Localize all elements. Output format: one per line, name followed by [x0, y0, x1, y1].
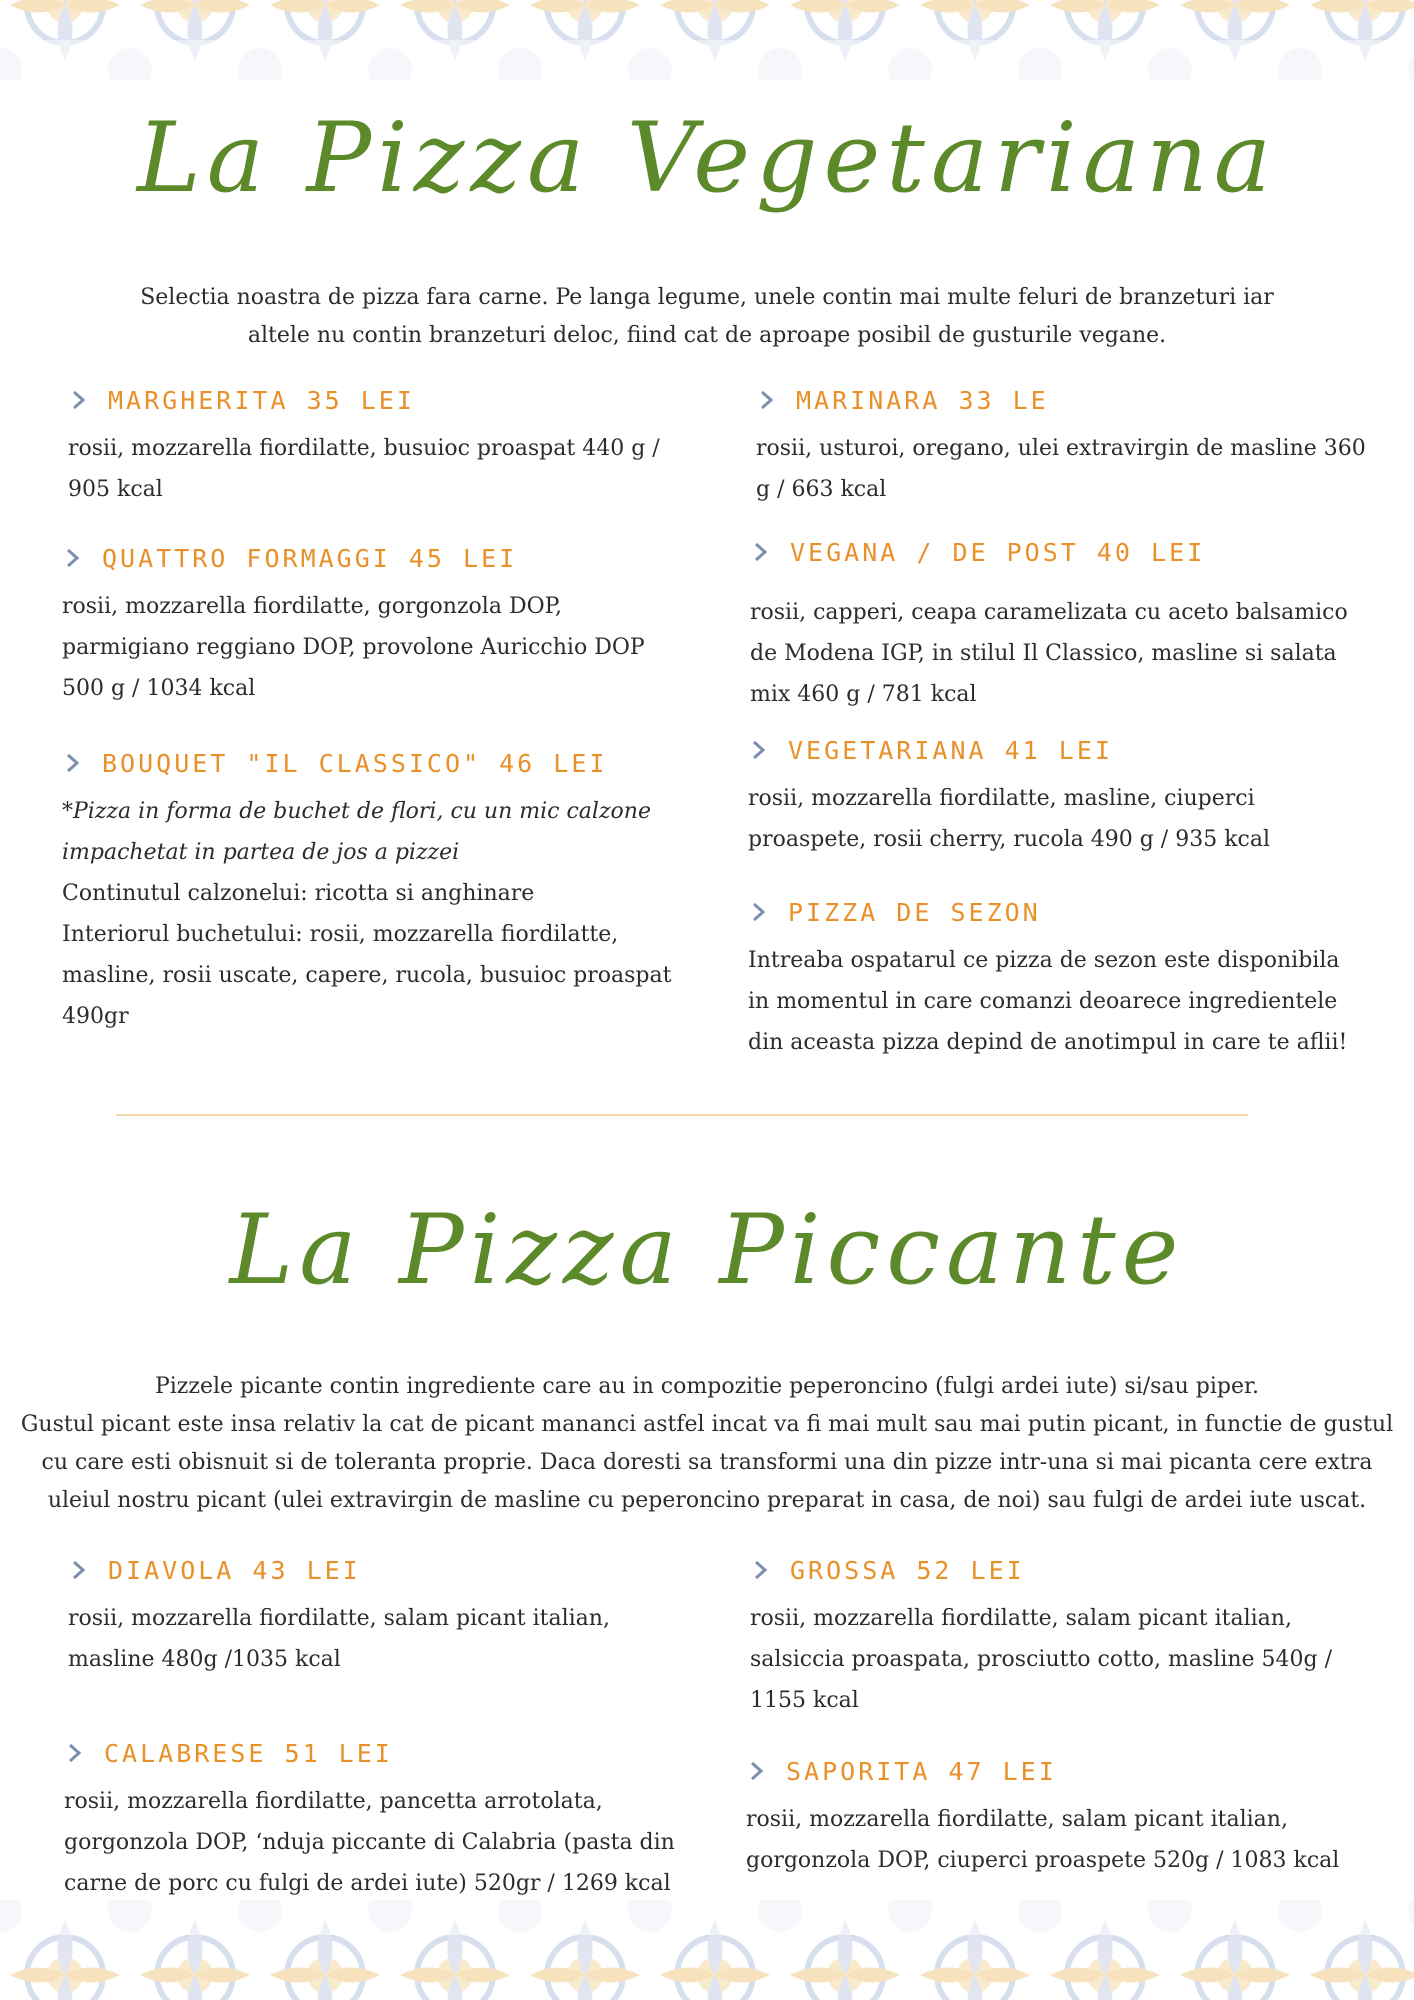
item-name: QUATTRO FORMAGGI 45 LEI: [102, 543, 518, 573]
item-name: CALABRESE 51 LEI: [104, 1738, 393, 1768]
item-desc-line: rosii, usturoi, oregano, ulei extravirgin de masline 360: [756, 436, 1366, 461]
item-name: VEGANA / DE POST 40 LEI: [790, 537, 1206, 567]
item-desc-line: parmigiano reggiano DOP, provolone Auricchio DOP: [62, 635, 645, 660]
item-desc-line: rosii, mozzarella fiordilatte, salam picant italian,: [746, 1807, 1288, 1832]
intro-spicy: [20, 1368, 1394, 1520]
intro-line: altele nu contin branzeturi deloc, fiind cat de aproape posibil de gusturile vegane.: [247, 323, 1167, 348]
item-note-line: *Pizza in forma de buchet de flori, cu un mic calzone: [62, 799, 651, 824]
decorative-tile-border-top: [0, 0, 1414, 80]
item-desc-line: rosii, mozzarella fiordilatte, masline, ciuperci: [748, 786, 1255, 811]
item-desc-line: carne de porc cu fulgi de ardei iute) 520gr / 1269 kcal: [64, 1871, 671, 1896]
intro-line: cu care esti obisnuit si de toleranta proprie. Daca doresti sa transformi una din pizze intr-una si mai picanta cere extra: [41, 1450, 1373, 1475]
intro-line: uleiul nostru picant (ulei extravirgin de masline cu peperoncino preparat in casa, de noi) sau fulgi de ardei iute uscat.: [47, 1488, 1367, 1513]
menu-item-margherita: [68, 378, 708, 510]
chevron-right-icon: [748, 901, 770, 923]
chevron-right-icon: [62, 752, 84, 774]
item-desc-line: g / 663 kcal: [756, 477, 887, 502]
item-desc-line: masline, rosii uscate, capere, rucola, busuioc proaspat: [62, 963, 672, 988]
decorative-tile-border-bottom: [0, 1900, 1414, 2000]
section-divider: [116, 1114, 1248, 1116]
intro-line: Selectia noastra de pizza fara carne. Pe langa legume, unele contin mai multe feluri de branzeturi iar: [140, 285, 1274, 310]
menu-item-diavola: [68, 1548, 718, 1680]
menu-item-calabrese: [64, 1731, 724, 1904]
chevron-right-icon: [64, 1742, 86, 1764]
item-name: MARGHERITA 35 LEI: [108, 385, 415, 415]
chevron-right-icon: [68, 1559, 90, 1581]
menu-item-grossa: [750, 1548, 1400, 1721]
item-name: SAPORITA 47 LEI: [786, 1756, 1057, 1786]
item-desc-line: gorgonzola DOP, ‘nduja piccante di Calabria (pasta din: [64, 1830, 675, 1855]
item-name: MARINARA 33 LE: [796, 385, 1049, 415]
chevron-right-icon: [750, 541, 772, 563]
menu-item-quattro-formaggi: [62, 536, 712, 709]
item-name: GROSSA 52 LEI: [790, 1555, 1025, 1585]
item-desc-line: de Modena IGP, in stilul Il Classico, masline si salata: [750, 641, 1337, 666]
chevron-right-icon: [756, 389, 778, 411]
intro-line: Pizzele picante contin ingrediente care au in compozitie peperoncino (fulgi ardei iute) si/sau piper.: [154, 1374, 1260, 1399]
menu-item-vegetariana: [748, 728, 1398, 860]
item-desc-line: rosii, mozzarella fiordilatte, gorgonzola DOP,: [62, 594, 562, 619]
item-note-line: impachetat in partea de jos a pizzei: [62, 840, 460, 865]
title-vegetarian: La Pizza Vegetariana: [137, 102, 1277, 214]
menu-item-marinara: [756, 378, 1406, 510]
intro-vegetarian: [60, 279, 1354, 355]
chevron-right-icon: [62, 547, 84, 569]
item-desc-line: Intreaba ospatarul ce pizza de sezon este disponibila: [748, 948, 1340, 973]
menu-item-pizza-de-sezon: [748, 890, 1408, 1063]
item-desc-line: salsiccia proaspata, prosciutto cotto, masline 540g /: [750, 1647, 1333, 1672]
item-desc-line: din aceasta pizza depind de anotimpul in care te aflii!: [748, 1030, 1348, 1055]
item-desc-line: Interiorul buchetului: rosii, mozzarella fiordilatte,: [62, 922, 619, 947]
chevron-right-icon: [746, 1760, 768, 1782]
item-desc-line: proaspete, rosii cherry, rucola 490 g / 935 kcal: [748, 827, 1271, 852]
title-spicy: La Pizza Piccante: [229, 1194, 1185, 1306]
item-desc-line: Continutul calzonelui: ricotta si anghinare: [62, 881, 535, 906]
item-desc-line: 500 g / 1034 kcal: [62, 676, 256, 701]
item-desc-line: rosii, mozzarella fiordilatte, pancetta arrotolata,: [64, 1789, 603, 1814]
chevron-right-icon: [748, 739, 770, 761]
chevron-right-icon: [68, 389, 90, 411]
menu-item-saporita: [746, 1749, 1406, 1881]
item-desc-line: rosii, mozzarella fiordilatte, salam picant italian,: [68, 1606, 610, 1631]
item-desc-line: 1155 kcal: [750, 1688, 859, 1713]
item-desc-line: in momentul in care comanzi deoarece ingredientele: [748, 989, 1338, 1014]
item-name: BOUQUET "IL CLASSICO" 46 LEI: [102, 748, 608, 778]
item-name: DIAVOLA 43 LEI: [108, 1555, 361, 1585]
menu-item-vegana: [750, 530, 1400, 715]
item-name: VEGETARIANA 41 LEI: [788, 735, 1113, 765]
intro-line: Gustul picant este insa relativ la cat de picant mananci astfel incat va fi mai mult sau mai putin picant, in functie de gustul: [20, 1412, 1394, 1437]
item-desc-line: masline 480g /1035 kcal: [68, 1647, 341, 1672]
chevron-right-icon: [750, 1559, 772, 1581]
item-desc-line: rosii, capperi, ceapa caramelizata cu aceto balsamico: [750, 600, 1348, 625]
item-desc-line: gorgonzola DOP, ciuperci proaspete 520g / 1083 kcal: [746, 1848, 1340, 1873]
item-desc-line: rosii, mozzarella fiordilatte, busuioc proaspat 440 g /: [68, 436, 660, 461]
item-desc-line: rosii, mozzarella fiordilatte, salam picant italian,: [750, 1606, 1292, 1631]
item-desc-line: 490gr: [62, 1004, 129, 1029]
item-name: PIZZA DE SEZON: [788, 897, 1041, 927]
menu-item-bouquet: [62, 741, 722, 1037]
item-desc-line: mix 460 g / 781 kcal: [750, 682, 977, 707]
item-desc-line: 905 kcal: [68, 477, 163, 502]
